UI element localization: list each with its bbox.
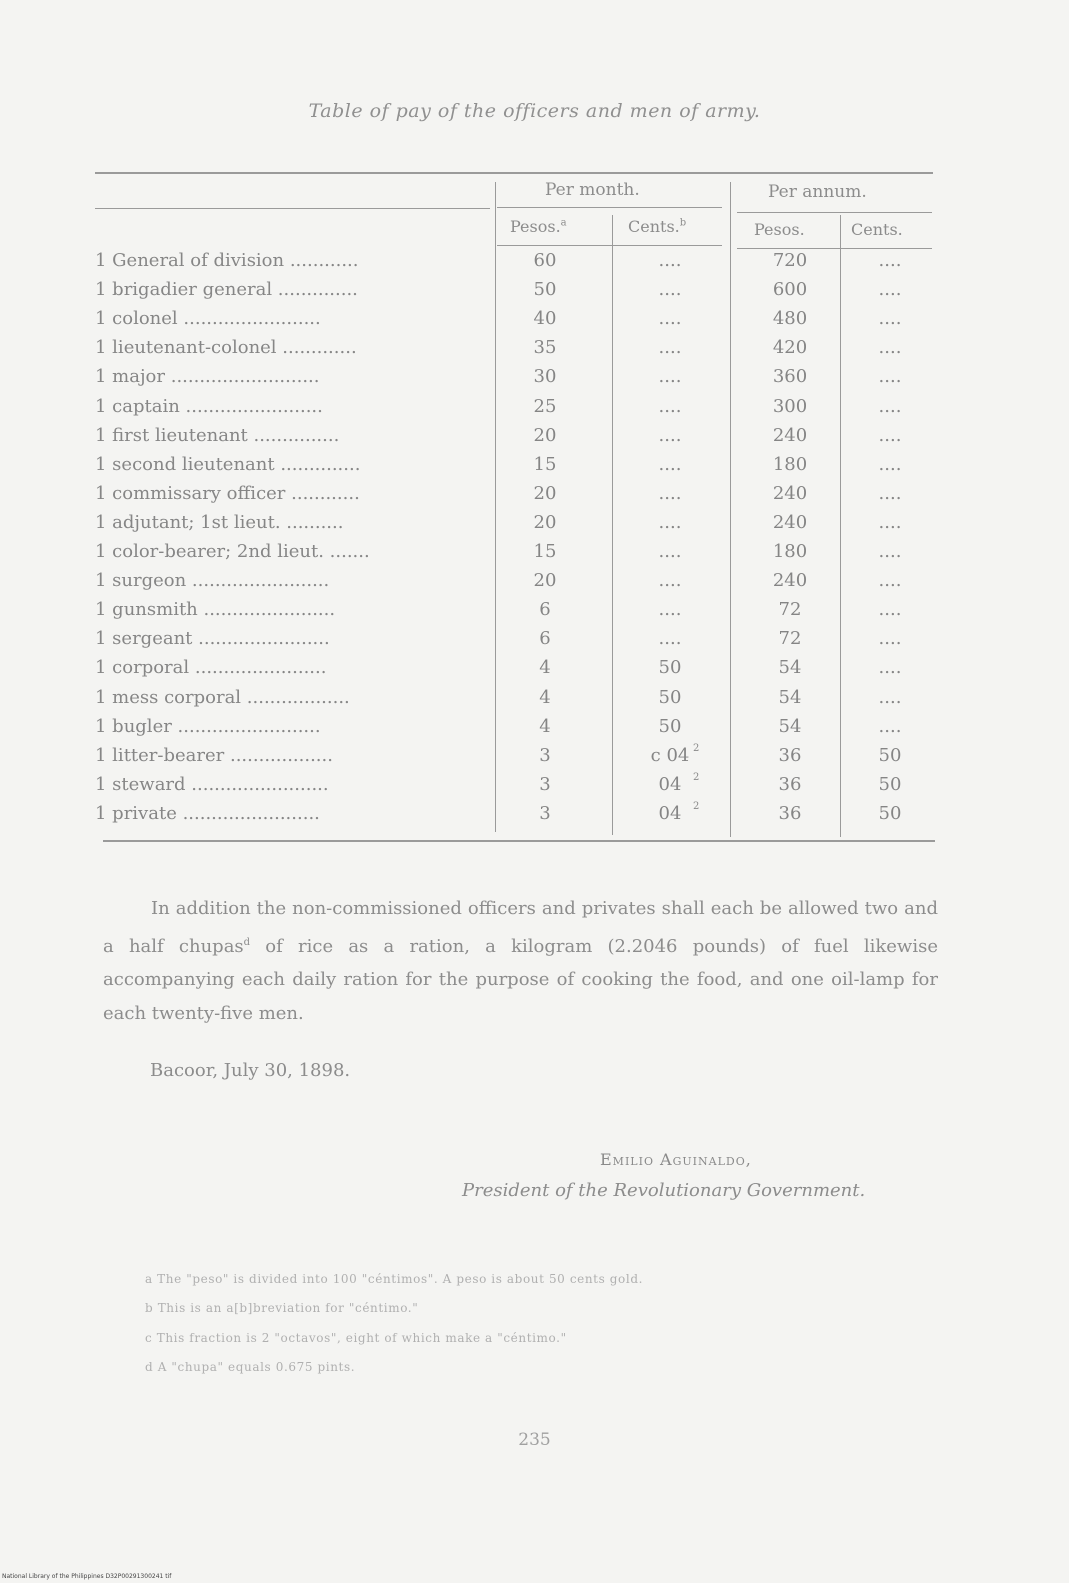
month-cents-cell: ....: [658, 424, 682, 446]
footnote-d: d A "chupa" equals 0.675 pints.: [145, 1360, 356, 1374]
table-row: [95, 454, 935, 483]
per-annum-rule: [737, 212, 932, 213]
annum-pesos-cell: 72: [778, 628, 802, 650]
month-pesos-cell: 15: [533, 541, 557, 562]
row-label: 1 sergeant .......................: [95, 628, 330, 650]
month-pesos-cell: 25: [533, 395, 557, 417]
month-cents-cell: ....: [658, 337, 682, 359]
month-pesos-cell: 6: [539, 628, 551, 650]
fraction-mark: 2: [693, 742, 700, 754]
table-row: [95, 657, 935, 686]
month-cents-cell: ....: [658, 511, 682, 533]
month-pesos-cell: 6: [539, 599, 551, 621]
table-row: [95, 742, 935, 774]
annum-cents-cell: ....: [878, 599, 902, 621]
month-cents-cell: ....: [658, 482, 682, 504]
ration-paragraph: In addition the non-commissioned officers and privates shall each be allowed two and a half chupas$^d$ of rice as a ration, a kilogram (2.2046 pounds) of fuel likewise accompanying each daily ration for the purpose of cooking the food, and one oil-lamp for each twenty-five men.: [103, 898, 938, 1024]
annum-pesos-cell: 54: [778, 686, 802, 708]
annum-cents-cell: ....: [878, 482, 902, 504]
footnote-a: a The "peso" is divided into 100 "céntimos". A peso is about 50 cents gold.: [145, 1272, 644, 1286]
row-label: 1 surgeon ........................: [95, 570, 330, 592]
subheader-month-rule: [497, 245, 722, 246]
header-per-annum: Per annum.: [768, 182, 867, 202]
row-label: 1 major ..........................: [95, 366, 320, 388]
fraction-mark: 2: [693, 800, 700, 812]
table-row: [95, 716, 935, 745]
month-cents-cell: ....: [658, 395, 682, 417]
month-cents-cell: ....: [658, 279, 682, 301]
month-pesos-cell: 30: [533, 366, 557, 388]
month-pesos-cell: 20: [533, 424, 557, 446]
month-pesos-cell: 15: [533, 453, 557, 475]
table-row: [95, 308, 935, 337]
month-cents-cell: ....: [658, 453, 682, 475]
annum-cents-cell: 50: [878, 744, 902, 766]
header-left-rule: [95, 208, 490, 209]
table-row: [95, 250, 935, 279]
annum-cents-cell: 50: [878, 773, 902, 795]
month-cents-cell: ....: [658, 570, 682, 592]
row-label: 1 steward ........................: [95, 773, 329, 795]
row-label: 1 color-bearer; 2nd lieut. .......: [95, 541, 370, 562]
month-pesos-cell: 3: [539, 744, 551, 766]
fraction-mark: 2: [693, 771, 700, 783]
month-pesos-cell: 20: [533, 482, 557, 504]
row-label: 1 lieutenant-colonel .............: [95, 337, 357, 359]
annum-cents-cell: ....: [878, 570, 902, 592]
annum-pesos-cell: 420: [772, 337, 808, 359]
table-row: [95, 771, 935, 803]
row-label: 1 adjutant; 1st lieut. ..........: [95, 511, 344, 533]
month-pesos-cell: 20: [533, 570, 557, 592]
annum-pesos-cell: 36: [778, 744, 802, 766]
table-row: [95, 800, 935, 832]
footnote-c: c This fraction is 2 "octavos", eight of which make a "céntimo.": [145, 1331, 567, 1345]
row-label: 1 commissary officer ............: [95, 482, 360, 504]
month-pesos-cell: 3: [539, 773, 551, 795]
table-row: [95, 570, 935, 599]
annum-pesos-cell: 240: [772, 511, 808, 533]
annum-pesos-cell: 36: [778, 773, 802, 795]
annum-pesos-cell: 72: [778, 599, 802, 621]
table-row: [95, 687, 935, 716]
row-label: 1 bugler .........................: [95, 715, 321, 737]
subheader-annum-cents: Cents.: [851, 220, 903, 239]
annum-pesos-cell: 36: [778, 802, 802, 824]
annum-cents-cell: ....: [878, 424, 902, 446]
month-cents-cell: 50: [658, 715, 682, 737]
annum-pesos-cell: 360: [772, 366, 808, 388]
annum-cents-cell: ....: [878, 308, 902, 330]
month-pesos-cell: 4: [539, 715, 551, 737]
row-label: 1 General of division ............: [95, 250, 359, 271]
per-month-rule: [497, 207, 722, 208]
annum-pesos-cell: 240: [772, 570, 808, 592]
month-pesos-cell: 35: [533, 337, 557, 359]
table-row: [95, 512, 935, 541]
row-label: 1 second lieutenant ..............: [95, 453, 361, 475]
annum-pesos-cell: 180: [772, 541, 808, 562]
signatory-title: President of the Revolutionary Government.: [462, 1180, 866, 1201]
table-row: [95, 599, 935, 628]
annum-cents-cell: ....: [878, 686, 902, 708]
annum-cents-cell: ....: [878, 657, 902, 679]
table-row: [95, 483, 935, 512]
table-row: [95, 366, 935, 395]
subheader-month-cents: Cents.$^b$: [628, 217, 687, 236]
month-cents-cell: c 04: [650, 744, 690, 766]
month-cents-cell: ....: [658, 599, 682, 621]
month-pesos-cell: 40: [533, 308, 557, 330]
table-row: [95, 396, 935, 425]
annum-pesos-cell: 300: [772, 395, 808, 417]
annum-pesos-cell: 240: [772, 424, 808, 446]
annum-pesos-cell: 54: [778, 715, 802, 737]
annum-cents-cell: ....: [878, 395, 902, 417]
table-top-rule: [95, 172, 933, 174]
subheader-month-pesos: Pesos.$^a$: [510, 217, 567, 236]
place-date: Bacoor, July 30, 1898.: [150, 1060, 351, 1081]
annum-cents-cell: ....: [878, 511, 902, 533]
annum-cents-cell: ....: [878, 628, 902, 650]
row-label: 1 private ........................: [95, 802, 320, 824]
month-cents-cell: 50: [658, 657, 682, 679]
annum-pesos-cell: 720: [772, 250, 808, 271]
row-label: 1 first lieutenant ...............: [95, 424, 340, 446]
signatory-name: Emilio Aguinaldo,: [600, 1150, 752, 1169]
annum-cents-cell: ....: [878, 715, 902, 737]
row-label: 1 mess corporal ..................: [95, 686, 350, 708]
annum-pesos-cell: 54: [778, 657, 802, 679]
month-pesos-cell: 4: [539, 657, 551, 679]
annum-pesos-cell: 600: [772, 279, 808, 301]
annum-pesos-cell: 480: [772, 308, 808, 330]
row-label: 1 corporal .......................: [95, 657, 327, 679]
month-cents-cell: ....: [658, 366, 682, 388]
month-cents-cell: ....: [658, 308, 682, 330]
row-label: 1 gunsmith .......................: [95, 599, 336, 621]
page-number: 235: [518, 1430, 551, 1450]
month-cents-cell: ....: [658, 541, 682, 562]
month-pesos-cell: 20: [533, 511, 557, 533]
row-label: 1 colonel ........................: [95, 308, 321, 330]
annum-pesos-cell: 180: [772, 453, 808, 475]
table-row: [95, 541, 935, 570]
annum-cents-cell: 50: [878, 802, 902, 824]
table-row: [95, 279, 935, 308]
scan-credit: National Library of the Philippines D32P00291300241 tif: [2, 1573, 172, 1580]
subheader-annum-rule: [737, 248, 932, 249]
header-per-month: Per month.: [545, 180, 640, 200]
table-row: [95, 425, 935, 454]
row-label: 1 litter-bearer ..................: [95, 744, 333, 766]
month-cents-cell: 04: [658, 802, 682, 824]
subheader-annum-pesos: Pesos.: [754, 220, 805, 239]
table-row: [95, 628, 935, 657]
table-title: Table of pay of the officers and men of army.: [308, 100, 761, 122]
annum-cents-cell: ....: [878, 453, 902, 475]
table-bottom-rule: [103, 840, 935, 842]
month-cents-cell: 04: [658, 773, 682, 795]
month-cents-cell: ....: [658, 250, 682, 271]
month-cents-cell: ....: [658, 628, 682, 650]
row-label: 1 captain ........................: [95, 395, 323, 417]
annum-cents-cell: ....: [878, 366, 902, 388]
month-pesos-cell: 60: [533, 250, 557, 271]
month-pesos-cell: 3: [539, 802, 551, 824]
annum-cents-cell: ....: [878, 337, 902, 359]
footnote-b: b This is an a[b]breviation for "céntimo.": [145, 1301, 419, 1315]
annum-cents-cell: ....: [878, 250, 902, 271]
month-cents-cell: 50: [658, 686, 682, 708]
month-pesos-cell: 4: [539, 686, 551, 708]
annum-cents-cell: ....: [878, 279, 902, 301]
annum-cents-cell: ....: [878, 541, 902, 562]
annum-pesos-cell: 240: [772, 482, 808, 504]
month-pesos-cell: 50: [533, 279, 557, 301]
row-label: 1 brigadier general ..............: [95, 279, 358, 301]
table-row: [95, 337, 935, 366]
